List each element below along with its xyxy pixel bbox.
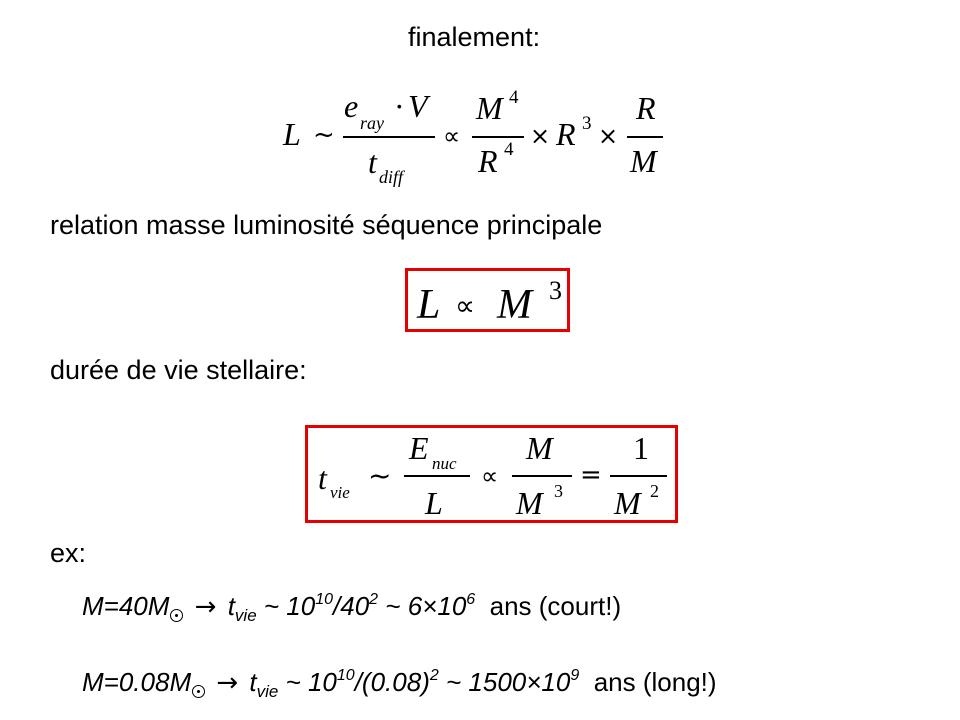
ex1-expr-a: ~ 10 (256, 591, 316, 621)
eq3-equals: = (580, 460, 602, 490)
ex2-expr-c: ~ 1500×10 (438, 667, 571, 697)
heading-relation-masse-luminosite: relation masse luminosité séquence principale (50, 210, 603, 240)
ex2-tail: ans (long!) (579, 667, 717, 697)
eq1-f2-num-exp: 4 (509, 87, 519, 108)
eq1-fraction-bar-3 (627, 136, 663, 138)
eq1-f3-num: R (636, 90, 656, 126)
heading-duree-de-vie: durée de vie stellaire: (50, 355, 307, 385)
eq2-exp: 3 (549, 276, 562, 305)
eq3-f3-num: 1 (633, 430, 649, 466)
eq2-L: L (417, 282, 441, 328)
sun-symbol-icon (170, 609, 183, 622)
ex2-expr-a: ~ 10 (278, 667, 337, 697)
eq1-num-dot: · (394, 88, 405, 124)
ex1-tail: ans (court!) (475, 591, 622, 621)
equation-luminosity-scaling (0, 0, 960, 200)
eq1-f2-den-exp: 4 (504, 139, 514, 160)
eq1-num-e: e (344, 88, 359, 124)
eq3-f1-den: L (425, 485, 443, 521)
ex2-mass: M=0.08M (82, 667, 192, 697)
ex1-arrow-icon: → (194, 592, 217, 622)
eq3-prop: ∝ (481, 462, 499, 490)
eq3-t-sub: vie (330, 483, 350, 502)
eq2-prop: ∝ (455, 289, 476, 322)
eq3-f1-num-sub: nuc (432, 454, 457, 473)
eq3-fraction-bar-1 (404, 475, 470, 477)
eq3-f2-den-exp: 3 (554, 481, 563, 501)
ex2-t-sub: vie (256, 682, 279, 701)
eq1-sim: ~ (313, 120, 335, 150)
eq1-times-1: × (530, 122, 551, 150)
ex1-exp-c: 6 (466, 591, 476, 608)
eq3-f2-num: M (526, 430, 553, 466)
eq3-t: t (318, 460, 327, 496)
heading-ex: ex: (50, 538, 87, 568)
ex2-exp-b: 2 (429, 667, 439, 684)
eq3-fraction-bar-2 (512, 475, 572, 477)
eq3-sim: ~ (368, 459, 392, 492)
ex1-t: t (227, 591, 235, 621)
eq1-num-V: V (408, 88, 428, 124)
eq1-R-exp: 3 (582, 113, 592, 134)
ex1-exp-a: 10 (315, 591, 334, 608)
ex1-expr-c: ~ 6×10 (378, 591, 467, 621)
eq1-prop: ∝ (443, 122, 461, 150)
example-line-2 (82, 667, 717, 701)
eq1-f3-den: M (630, 143, 657, 179)
ex2-exp-a: 10 (336, 667, 355, 684)
eq1-R: R (556, 116, 576, 152)
eq3-f3-den: M (614, 485, 641, 521)
heading-finalement: finalement: (408, 22, 541, 52)
eq3-f1-num: E (409, 430, 429, 466)
eq1-den-t: t (368, 144, 377, 180)
ex1-t-sub: vie (234, 606, 257, 625)
eq3-f2-den: M (516, 485, 543, 521)
eq2-M: M (497, 282, 532, 328)
ex2-arrow-icon: → (216, 668, 239, 698)
eq3-fraction-bar-3 (610, 475, 667, 477)
eq1-f2-den: R (478, 143, 498, 179)
eq1-num-e-sub: ray (360, 113, 384, 133)
ex2-exp-c: 9 (570, 667, 580, 684)
eq1-fraction-bar-1 (343, 136, 435, 138)
eq1-times-2: × (598, 122, 619, 150)
eq1-fraction-bar-2 (472, 136, 524, 138)
eq3-f3-den-exp: 2 (650, 481, 659, 501)
eq1-L: L (283, 116, 301, 152)
ex2-expr-b: /(0.08) (354, 667, 430, 697)
eq1-den-t-sub: diff (379, 167, 404, 187)
ex1-expr-b: /40 (333, 591, 370, 621)
eq1-f2-num: M (476, 90, 503, 126)
ex1-exp-b: 2 (369, 591, 379, 608)
example-line-1 (82, 591, 622, 625)
ex2-t: t (249, 667, 257, 697)
ex1-mass: M=40M (82, 591, 170, 621)
sun-symbol-icon (192, 685, 205, 698)
